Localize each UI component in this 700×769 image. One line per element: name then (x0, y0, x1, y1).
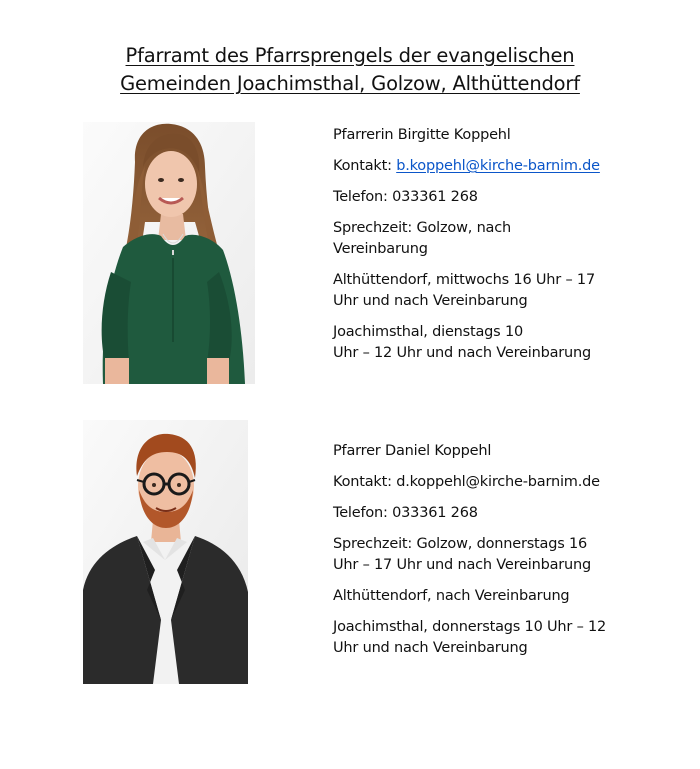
pastor-2-office-hours-golzow-line-2: Uhr – 17 Uhr und nach Vereinbarung (333, 557, 592, 573)
page-title (0, 42, 700, 98)
pastor-1-contact (333, 156, 600, 177)
page-title-line-1: Pfarramt des Pfarrsprengels der evangelischen (125, 44, 575, 67)
page-title-line-2: Gemeinden Joachimsthal, Golzow, Althüttendorf (120, 72, 580, 95)
pastor-2-office-hours-golzow (333, 534, 606, 576)
pastor-1-office-hours-althuettendorf-line-1: Althüttendorf, mittwochs 16 Uhr – 17 (333, 272, 595, 288)
pastor-1-info (333, 125, 600, 364)
pastor-2-contact: Kontakt: d.koppehl@kirche-barnim.de (333, 474, 600, 490)
pastor-1-portrait-illustration (83, 122, 255, 384)
pastor-1-phone: Telefon: 033361 268 (333, 189, 478, 205)
pastor-2-phone: Telefon: 033361 268 (333, 505, 478, 521)
pastor-1-contact-label: Kontakt: (333, 158, 397, 174)
pastor-2-info (333, 441, 606, 659)
pastor-1-office-hours-joachimsthal-line-1: Joachimsthal, dienstags 10 (333, 324, 523, 340)
pastor-1-office-hours-golzow (333, 218, 600, 260)
pastor-1-office-hours-althuettendorf-line-2: Uhr und nach Vereinbarung (333, 293, 528, 309)
pastor-2-portrait-illustration (83, 420, 248, 684)
pastor-1-office-hours-golzow-line-2: Vereinbarung (333, 241, 428, 257)
pastor-2-office-hours-althuettendorf: Althüttendorf, nach Vereinbarung (333, 588, 570, 604)
pastor-2-office-hours-joachimsthal-line-2: Uhr und nach Vereinbarung (333, 640, 528, 656)
pastor-1-office-hours-joachimsthal-line-2: Uhr – 12 Uhr und nach Vereinbarung (333, 345, 592, 361)
pastor-1-office-hours-althuettendorf (333, 270, 600, 312)
pastor-2-photo (83, 420, 248, 684)
pastor-1-photo (83, 122, 255, 384)
pastor-1-name: Pfarrerin Birgitte Koppehl (333, 127, 511, 143)
pastor-1-office-hours-golzow-line-1: Sprechzeit: Golzow, nach (333, 220, 512, 236)
pastor-2-office-hours-golzow-line-1: Sprechzeit: Golzow, donnerstags 16 (333, 536, 588, 552)
pastor-2-office-hours-joachimsthal-line-1: Joachimsthal, donnerstags 10 Uhr – 12 (333, 619, 607, 635)
pastor-2-name: Pfarrer Daniel Koppehl (333, 443, 492, 459)
pastor-1-office-hours-joachimsthal (333, 322, 600, 364)
pastor-2-office-hours-joachimsthal (333, 617, 606, 659)
pastor-1-email-link[interactable]: b.koppehl@kirche-barnim.de (396, 158, 600, 174)
